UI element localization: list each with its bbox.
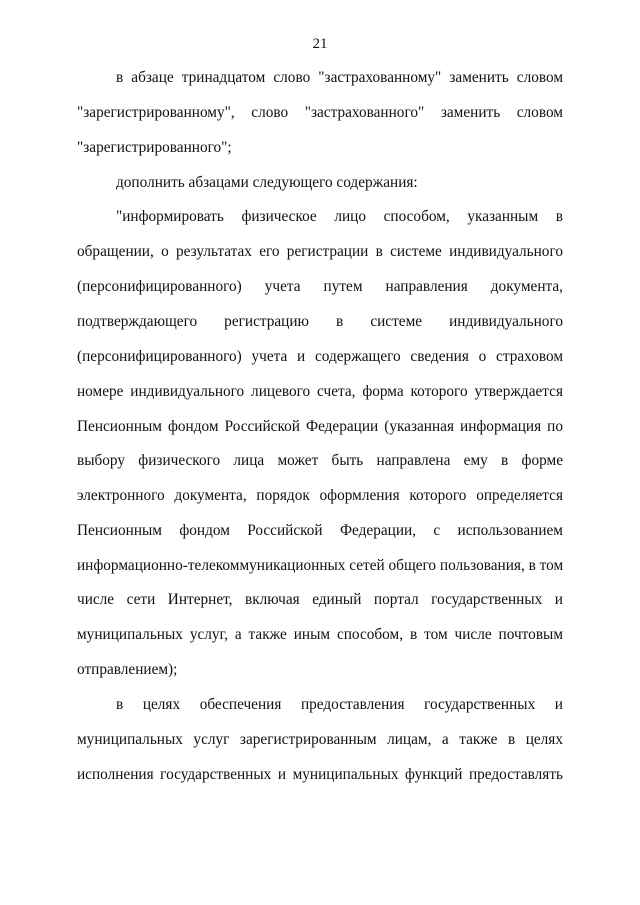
text-line: "зарегистрированному", слово "застрахованного" заменить словом: [77, 104, 563, 121]
text-line: "зарегистрированного";: [77, 139, 232, 156]
text-line: числе сети Интернет, включая единый портал государственных и: [77, 591, 563, 608]
text-line: (персонифицированного) учета и содержащего сведения о страховом: [77, 348, 563, 365]
page-number: 21: [312, 36, 328, 52]
text-line: электронного документа, порядок оформления которого определяется: [77, 487, 563, 504]
text-line: дополнить абзацами следующего содержания:: [116, 174, 418, 191]
text-line: отправлением);: [77, 661, 178, 678]
text-line: муниципальных услуг, а также иным способом, в том числе почтовым: [77, 626, 563, 643]
text-line: исполнения государственных и муниципальных функций предоставлять: [77, 766, 563, 783]
text-line: номере индивидуального лицевого счета, форма которого утверждается: [77, 383, 563, 400]
text-line: в целях обеспечения предоставления государственных и: [116, 696, 563, 713]
text-line: (персонифицированного) учета путем направления документа,: [77, 278, 563, 295]
text-line: информационно-телекоммуникационных сетей общего пользования, в том: [77, 557, 564, 574]
text-line: Пенсионным фондом Российской Федерации, с использованием: [77, 522, 563, 539]
text-line: в абзаце тринадцатом слово "застрахованному" заменить словом: [116, 69, 563, 86]
text-line: подтверждающего регистрацию в системе индивидуального: [77, 313, 563, 330]
text-line: "информировать физическое лицо способом, указанным в: [116, 208, 563, 225]
text-line: Пенсионным фондом Российской Федерации (указанная информация по: [77, 418, 563, 435]
text-line: выбору физического лица может быть направлена ему в форме: [77, 452, 563, 469]
text-line: обращении, о результатах его регистрации в системе индивидуального: [77, 243, 563, 260]
text-line: муниципальных услуг зарегистрированным лицам, а также в целях: [77, 731, 563, 748]
